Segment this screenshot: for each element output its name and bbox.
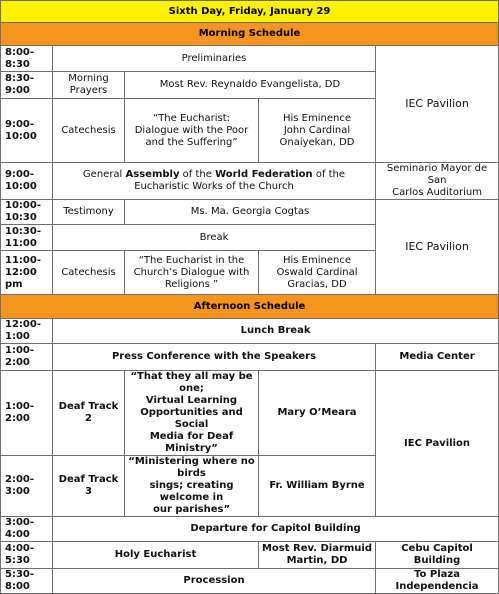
event-text-bold: Assembly [125, 169, 180, 180]
event-cell: Holy Eucharist [53, 542, 259, 569]
day-title: Sixth Day, Friday, January 29 [1, 1, 499, 23]
time-cell [1, 456, 53, 517]
venue-cell: IEC Pavilion [376, 46, 499, 163]
table-row [1, 163, 499, 200]
event-cell: Preliminaries [53, 46, 376, 72]
event-cell: Break [53, 225, 376, 251]
time-cell [1, 72, 53, 99]
venue-cell: Cebu Capitol Building [376, 542, 499, 569]
person-cell: His Eminence John Cardinal Onaiyekan, DD [259, 99, 376, 163]
time-text: 10:30- 11:00 [5, 225, 41, 249]
event-text-bold: World Federation [215, 169, 313, 180]
label-cell: Deaf Track 2 [53, 371, 125, 456]
time-cell [1, 251, 53, 295]
time-text: 3:00- 4:00 [5, 517, 35, 540]
time-text: 1:00- 2:00 [5, 401, 35, 424]
afternoon-schedule-header: Afternoon Schedule [1, 295, 499, 319]
time-text: 4:00- 5:30 [5, 543, 35, 566]
time-cell [1, 99, 53, 163]
table-row [1, 46, 499, 72]
label-cell: Catechesis [53, 251, 125, 295]
time-cell [1, 225, 53, 251]
table-row [1, 371, 499, 456]
table-row [1, 569, 499, 594]
event-cell [53, 163, 376, 200]
event-cell: Procession [53, 569, 376, 594]
person-cell: Most Rev. Reynaldo Evangelista, DD [125, 72, 376, 99]
morning-schedule-header: Morning Schedule [1, 23, 499, 46]
time-text: 11:00- 12:00 pm [5, 254, 41, 290]
time-text: 10:00- 10:30 [5, 200, 41, 223]
label-cell: Testimony [53, 200, 125, 225]
table-row [1, 542, 499, 569]
time-cell [1, 542, 53, 569]
venue-cell: IEC Pavilion [376, 200, 499, 295]
time-text: 9:00- 10:00 [5, 118, 37, 142]
time-cell [1, 371, 53, 456]
venue-cell: Seminario Mayor de San Carlos Auditorium [376, 163, 499, 200]
time-text: 9:00- 10:00 [5, 169, 37, 192]
event-cell: Lunch Break [53, 319, 499, 344]
topic-cell: “That they all may be one; Virtual Learning Opportunities and Social Media for Deaf Ministry” [125, 371, 259, 456]
time-text: 12:00- 1:00 [5, 319, 41, 342]
table-row [1, 319, 499, 344]
venue-cell: To Plaza Independencia [376, 569, 499, 594]
venue-cell: Media Center [376, 344, 499, 371]
person-cell: His Eminence Oswald Cardinal Gracias, DD [259, 251, 376, 295]
time-text: 8:30- 9:00 [5, 73, 35, 96]
label-cell: Morning Prayers [53, 72, 125, 99]
person-cell: Mary O’Meara [259, 371, 376, 456]
label-cell: Catechesis [53, 99, 125, 163]
time-cell [1, 517, 53, 542]
time-text: 8:00- 8:30 [5, 46, 35, 70]
topic-cell: “The Eucharist: Dialogue with the Poor and the Suffering” [125, 99, 259, 163]
table-row [1, 344, 499, 371]
topic-cell: “Ministering where no birds sings; creating welcome in our parishes” [125, 456, 259, 517]
time-text: 1:00- 2:00 [5, 345, 35, 368]
event-text: General [82, 169, 126, 180]
event-cell: Press Conference with the Speakers [53, 344, 376, 371]
time-cell [1, 163, 53, 200]
time-cell [1, 200, 53, 225]
time-cell [1, 319, 53, 344]
time-cell [1, 569, 53, 594]
table-row [1, 517, 499, 542]
event-text: of the [179, 169, 216, 180]
topic-cell: “The Eucharist in the Church’s Dialogue with Religions ” [125, 251, 259, 295]
label-cell: Deaf Track 3 [53, 456, 125, 517]
time-cell [1, 344, 53, 371]
time-text: 2:00- 3:00 [5, 474, 35, 497]
person-cell: Fr. William Byrne [259, 456, 376, 517]
time-text: 5:30- 8:00 [5, 569, 35, 592]
person-cell: Ms. Ma. Georgia Cogtas [125, 200, 376, 225]
event-cell: Departure for Capitol Building [53, 517, 499, 542]
person-cell: Most Rev. Diarmuid Martin, DD [259, 542, 376, 569]
table-row [1, 200, 499, 225]
event-text: of the Eucharistic Works of the Church [134, 169, 346, 192]
time-cell [1, 46, 53, 72]
venue-cell: IEC Pavilion [376, 371, 499, 517]
